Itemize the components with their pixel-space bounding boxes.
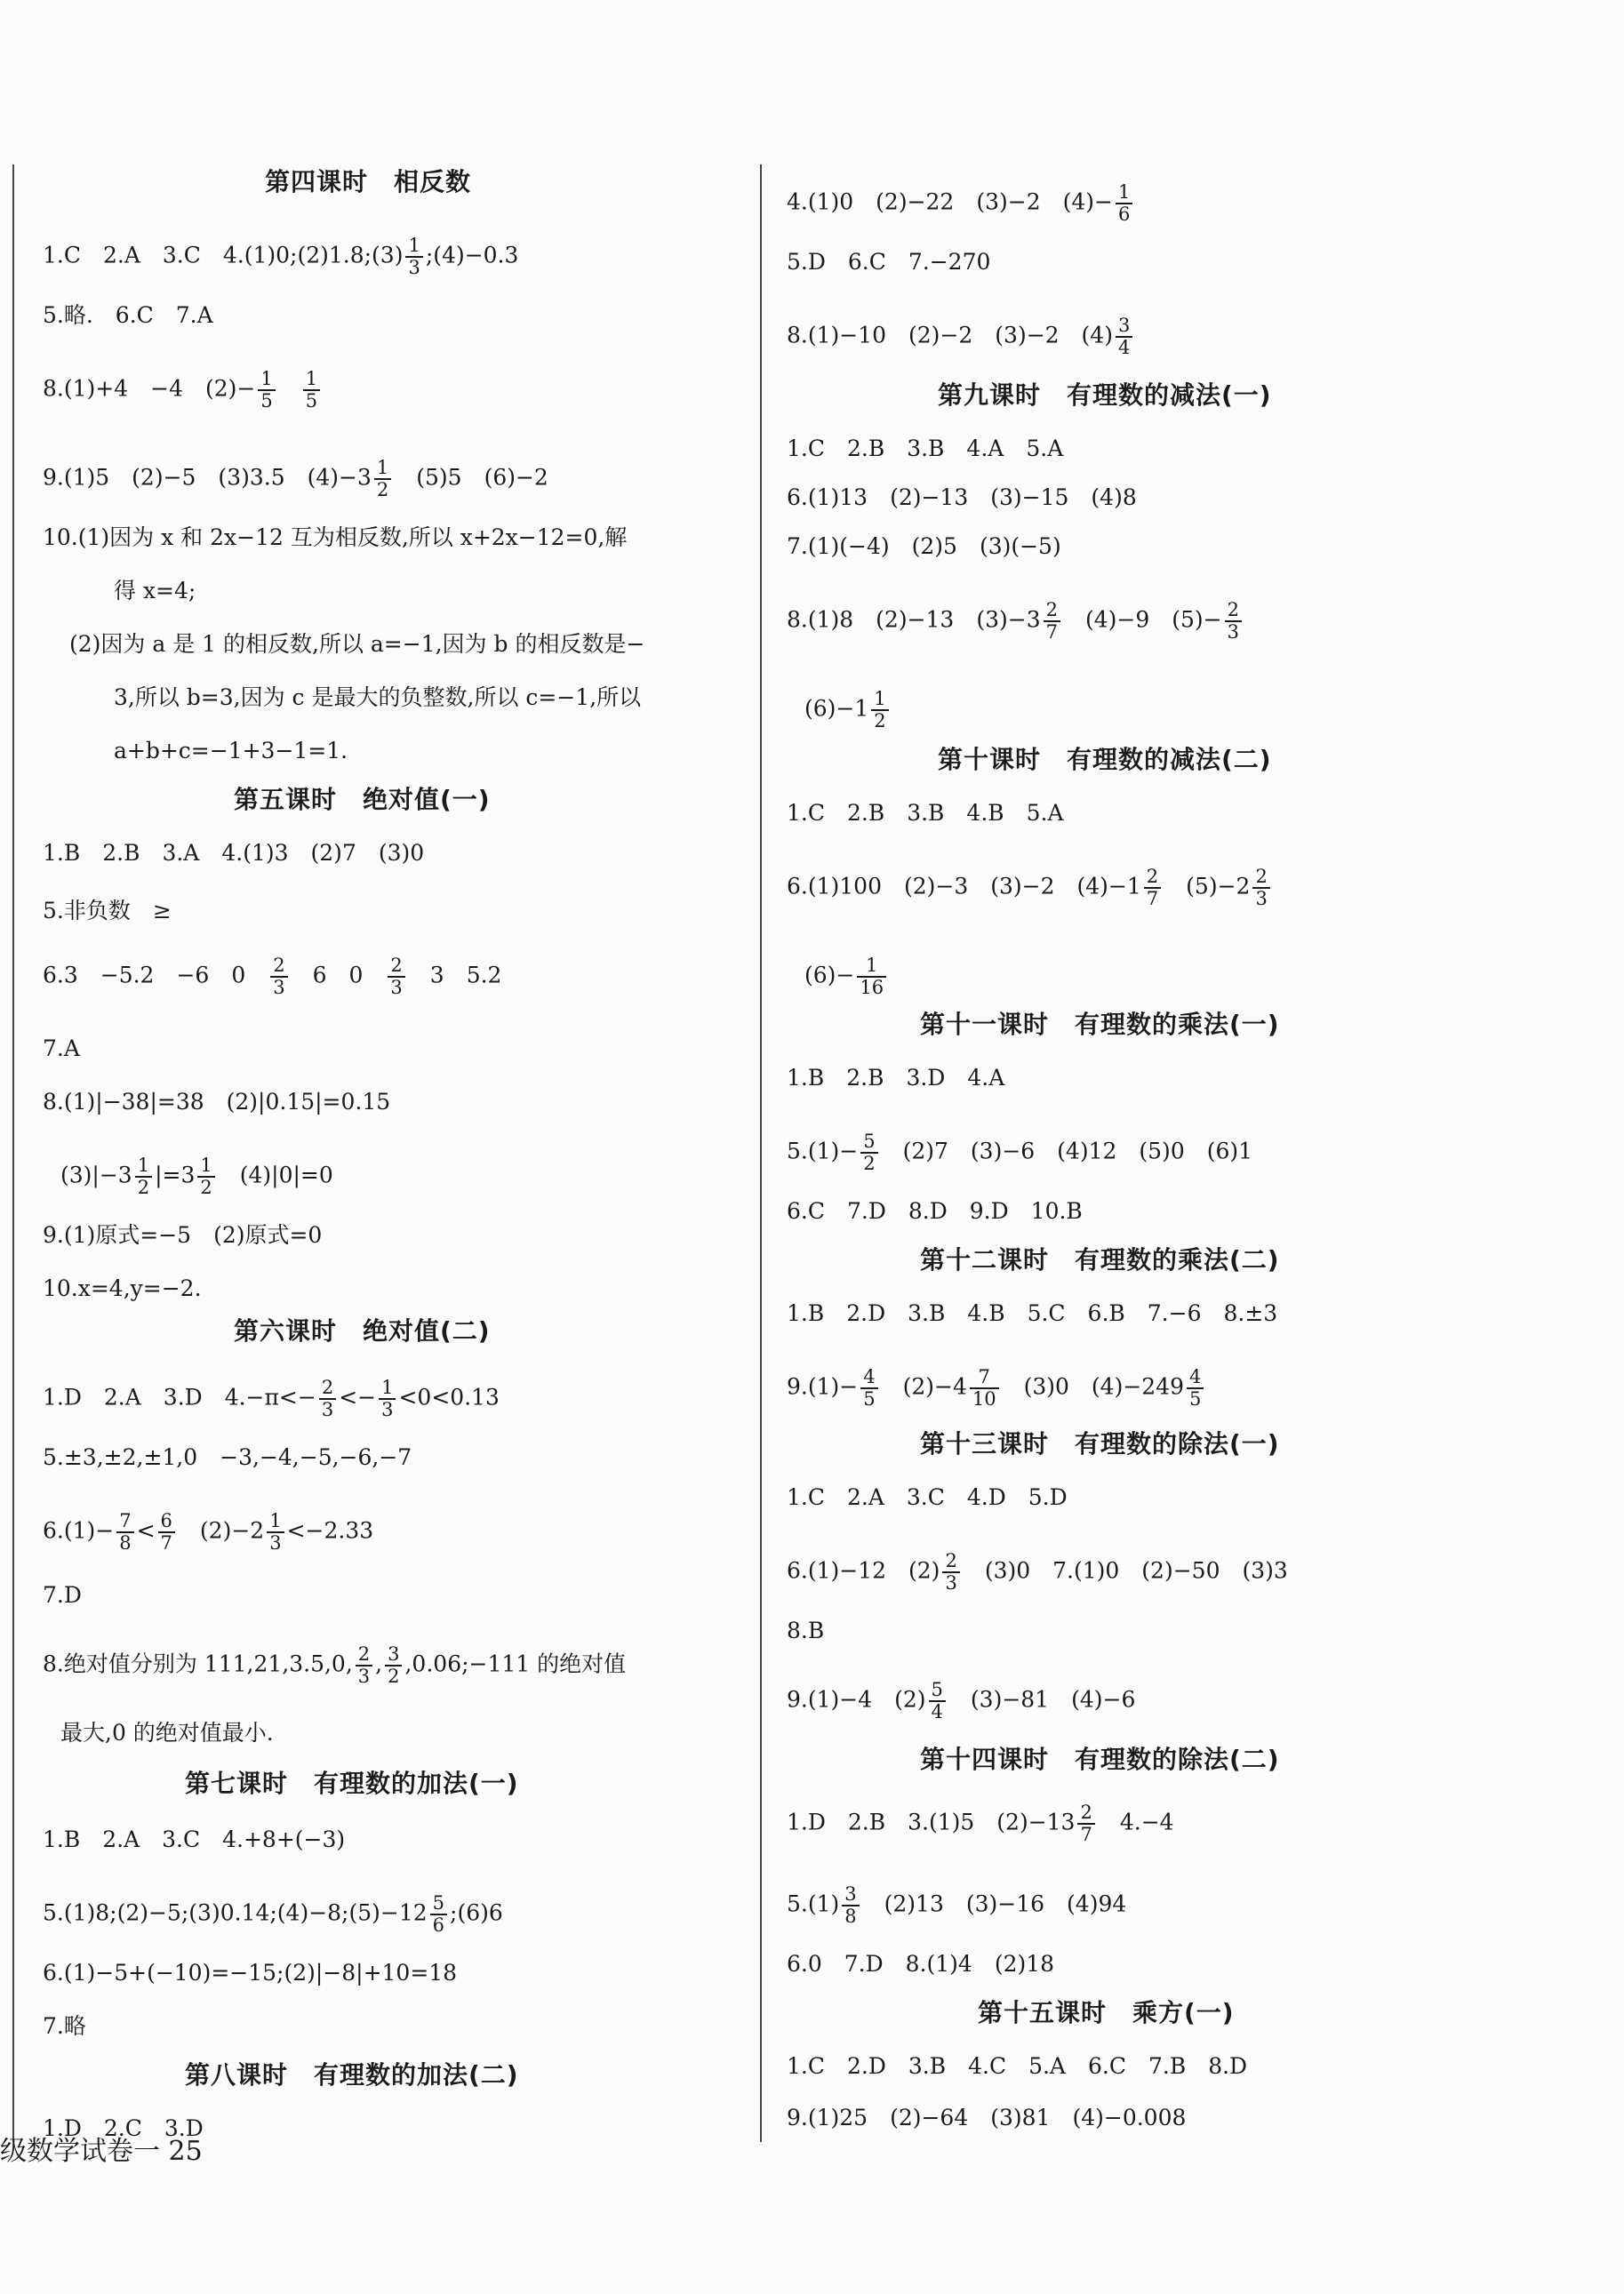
fraction-denominator: 2 [197,1176,214,1198]
answer-text: 8.(1)8 (2)−13 (3)−3 [787,606,1041,633]
answer-text: 第八课时 有理数的加法(二) [185,2060,519,2090]
fraction-numerator: 2 [1255,866,1268,887]
answer-line [43,898,172,924]
answer-text: |=3 [155,1162,196,1188]
answer-text: 9.(1)原式=−5 (2)原式=0 [43,1222,323,1248]
fraction-numerator: 7 [119,1510,132,1531]
answer-text: 6.(1)−12 (2) [787,1557,940,1584]
answer-line [43,840,424,867]
fraction-denominator: 2 [860,1152,877,1174]
answer-line [43,302,213,329]
answer-text: 1.B 2.B 3.A 4.(1)3 (2)7 (3)0 [43,840,425,866]
answer-line [69,631,644,658]
answer-line [787,1367,1206,1410]
fraction-numerator: 3 [388,1643,400,1665]
answer-text: 5.略. 6.C 7.A [43,302,213,328]
fraction-numerator: 7 [978,1366,990,1387]
fraction-numerator: 2 [357,1643,371,1665]
fraction-numerator: 2 [1227,599,1239,620]
fraction [842,1884,859,1927]
answer-text: 9.(1)5 (2)−5 (3)3.5 (4)−3 [43,464,372,491]
answer-line [43,1275,202,1302]
answer-text: 7.D [43,1582,82,1608]
fraction-denominator: 3 [270,976,287,998]
fraction-denominator: 5 [303,389,320,412]
fraction [1252,867,1269,909]
answer-text: 第六课时 绝对值(二) [234,1316,491,1346]
fraction [970,1367,999,1410]
answer-text: 9.(1)25 (2)−64 (3)81 (4)−0.008 [787,2105,1187,2130]
section-heading [920,1746,1280,1773]
answer-text: 1.C 2.A 3.C 4.D 5.D [787,1484,1068,1510]
section-heading [978,2000,1235,2026]
fraction-denominator: 5 [258,389,275,412]
fraction [1225,600,1242,643]
answer-line [43,1035,80,1062]
answer-line [787,1618,824,1644]
answer-text: 1.C 2.B 3.B 4.B 5.A [787,800,1064,826]
section-heading [938,382,1272,409]
fraction-denominator: 3 [388,976,404,998]
fraction-numerator: 2 [1080,1802,1092,1823]
fraction [116,1511,133,1554]
answer-text: (4)−9 (5)− [1062,606,1222,633]
answer-line [114,738,348,764]
fraction-denominator: 2 [374,478,391,500]
left-margin-rule [12,164,14,2142]
answer-text: ;(6)6 [450,1899,503,1926]
fraction-numerator: 5 [931,1679,943,1700]
fraction [158,1511,175,1554]
fraction-numerator: 1 [376,457,389,478]
fraction [860,1131,877,1174]
fraction-denominator: 3 [379,1398,396,1420]
answer-text: (2)因为 a 是 1 的相反数,所以 a=−1,因为 b 的相反数是− [69,631,645,657]
fraction [1116,316,1132,358]
fraction-numerator: 1 [408,235,420,256]
answer-line [60,1155,333,1198]
fraction [430,1893,447,1936]
answer-line [787,1884,1126,1927]
fraction [258,369,275,412]
fraction-numerator: 2 [390,955,403,976]
fraction [1144,867,1161,909]
answer-line [43,2013,86,2040]
answer-line [787,1198,1083,1225]
answer-line [43,524,627,551]
fraction-numerator: 4 [1189,1366,1202,1387]
answer-text: a+b+c=−1+3−1=1. [114,738,348,763]
answer-line [43,458,548,500]
fraction [356,1644,372,1687]
fraction [929,1680,946,1722]
answer-text: 第十二课时 有理数的乘法(二) [920,1245,1280,1275]
answer-text: 第十一课时 有理数的乘法(一) [920,1010,1280,1039]
fraction-numerator: 5 [863,1131,876,1152]
answer-text: (5)5 (6)−2 [394,464,548,491]
answer-line [114,578,196,604]
answer-text: ,0.06;−111 的绝对值 [404,1651,627,1677]
answer-line [43,1444,412,1471]
answer-text: 1.C 2.D 3.B 4.C 5.A 6.C 7.B 8.D [787,2053,1248,2079]
answer-text: 8.B [787,1618,825,1643]
answer-text: <− [339,1384,377,1411]
answer-line [114,684,641,711]
answer-text: 第十课时 有理数的减法(二) [938,745,1272,774]
answer-line [804,689,892,731]
answer-text: 3,所以 b=3,因为 c 是最大的负整数,所以 c=−1,所以 [114,684,642,710]
answer-line [787,436,1063,462]
fraction [857,955,886,998]
fraction-denominator: 2 [871,709,888,731]
fraction [319,1378,336,1420]
answer-text: (4)|0|=0 [217,1162,333,1188]
fraction [267,1511,284,1554]
fraction-denominator: 3 [1252,887,1269,909]
answer-line [43,1511,373,1554]
answer-text: 7.略 [43,2013,86,2039]
fraction-numerator: 2 [1146,866,1159,887]
fraction-numerator: 3 [1117,315,1131,336]
answer-text: < [136,1517,156,1544]
answer-line [787,249,990,276]
answer-line [787,1551,1288,1594]
answer-line [43,955,501,998]
fraction-denominator: 7 [1044,620,1060,643]
fraction-numerator: 4 [863,1366,876,1387]
answer-text: 6.(1)100 (2)−3 (3)−2 (4)−1 [787,873,1141,899]
answer-text: 1.D 2.B 3.(1)5 (2)−13 [787,1809,1076,1835]
answer-line [43,1582,82,1609]
answer-text: 1.D 2.C 3.D [43,2115,204,2141]
answer-text: (2)−2 [177,1517,265,1544]
fraction-denominator: 3 [405,256,422,278]
answer-text: (3)−81 (4)−6 [948,1686,1136,1713]
answer-line [787,2105,1186,2131]
answer-text: 第七课时 有理数的加法(一) [185,1769,519,1798]
fraction-numerator: 1 [137,1155,150,1176]
fraction [374,458,391,500]
fraction-denominator: 10 [970,1387,999,1410]
fraction-numerator: 1 [866,955,878,976]
answer-line [787,484,1137,511]
fraction-numerator: 1 [1117,181,1131,203]
fraction-denominator: 2 [385,1665,402,1687]
answer-line [43,1089,390,1115]
answer-line [787,1300,1277,1327]
fraction-denominator: 6 [430,1914,447,1936]
answer-text: 第十四课时 有理数的除法(二) [920,1745,1280,1774]
answer-text: 6.0 7.D 8.(1)4 (2)18 [787,1951,1055,1977]
answer-text: (3)|−3 [60,1162,132,1188]
fraction [405,236,422,278]
fraction-denominator: 3 [356,1665,372,1687]
fraction-numerator: 6 [160,1510,172,1531]
fraction-numerator: 2 [945,1550,957,1571]
answer-text: 8.(1)−10 (2)−2 (3)−2 (4) [787,322,1113,348]
section-heading [185,1770,519,1797]
answer-text: 5.±3,±2,±1,0 −3,−4,−5,−6,−7 [43,1444,412,1470]
answer-line [787,800,1064,827]
column-divider [760,164,762,2142]
fraction-denominator: 5 [1187,1387,1204,1410]
answer-text: (2)13 (3)−16 (4)94 [861,1890,1127,1917]
fraction-denominator: 4 [929,1700,946,1722]
answer-text [278,376,300,402]
answer-text: 10.(1)因为 x 和 2x−12 互为相反数,所以 x+2x−12=0,解 [43,524,628,550]
answer-text: 1.C 2.A 3.C 4.(1)0;(2)1.8;(3) [43,242,404,268]
answer-line [787,182,1135,225]
answer-line [43,1222,322,1249]
answer-line [60,1720,274,1746]
fraction-numerator: 1 [874,688,886,709]
answer-line [787,316,1135,358]
answer-text: 5.D 6.C 7.−270 [787,249,991,275]
fraction-denominator: 4 [1116,336,1132,358]
answer-text: 5.非负数 ≥ [43,898,172,923]
answer-line [787,1484,1068,1511]
page-footer: 级数学试卷一 25 [0,2136,203,2167]
answer-line [787,533,1061,560]
answer-line [43,1644,626,1687]
fraction [871,689,888,731]
answer-line [43,1960,457,1986]
section-heading [920,1011,1280,1038]
answer-text: (2)−4 [880,1373,967,1400]
section-heading [920,1431,1280,1458]
answer-text: 5.(1) [787,1890,840,1917]
answer-text: 9.(1)−4 (2) [787,1686,926,1713]
fraction-numerator: 5 [432,1892,445,1914]
fraction-numerator: 1 [305,368,318,389]
answer-text: 8.(1)+4 −4 (2)− [43,375,256,402]
answer-text: 6.C 7.D 8.D 9.D 10.B [787,1198,1083,1224]
answer-text: 第十三课时 有理数的除法(一) [920,1429,1280,1459]
section-heading [938,747,1272,773]
fraction-denominator: 16 [857,976,886,998]
fraction [379,1378,396,1420]
answer-text: 第九课时 有理数的减法(一) [938,380,1272,410]
fraction-numerator: 3 [844,1883,857,1905]
answer-text: 10.x=4,y=−2. [43,1275,202,1301]
answer-text: 1.B 2.B 3.D 4.A [787,1065,1005,1091]
fraction [385,1644,402,1687]
fraction [303,369,320,412]
section-heading [234,787,491,813]
answer-text: 5.(1)− [787,1138,859,1164]
section-heading [265,169,471,196]
fraction-denominator: 2 [135,1176,152,1198]
fraction-numerator: 1 [260,368,273,389]
answer-text: 第五课时 绝对值(一) [234,785,491,814]
answer-text: (6)− [804,962,855,988]
answer-text: <−2.33 [286,1517,374,1544]
answer-line [43,369,323,412]
answer-line [787,2053,1247,2080]
fraction-denominator: 3 [267,1531,284,1554]
fraction-numerator: 1 [381,1377,394,1398]
answer-line [787,1131,1252,1174]
fraction-denominator: 7 [1144,887,1161,909]
answer-text: (6)−1 [804,695,869,722]
fraction-denominator: 7 [158,1531,175,1554]
answer-line [43,1378,500,1420]
answer-text: 4.−4 [1097,1809,1174,1835]
answer-text: 8.(1)|−38|=38 (2)|0.15|=0.15 [43,1089,391,1115]
answer-text: 1.B 2.D 3.B 4.B 5.C 6.B 7.−6 8.±3 [787,1300,1278,1326]
fraction [860,1367,877,1410]
fraction-denominator: 3 [1225,620,1242,643]
fraction-numerator: 2 [321,1377,334,1398]
fraction [1077,1802,1094,1845]
answer-text: 第十五课时 乘方(一) [978,1998,1235,2027]
answer-line [804,955,889,998]
answer-text: 6.3 −5.2 −6 0 [43,962,268,988]
answer-text: 6.(1)13 (2)−13 (3)−15 (4)8 [787,484,1137,510]
fraction-numerator: 2 [273,955,285,976]
answer-line [43,1893,503,1936]
fraction-denominator: 8 [116,1531,133,1554]
answer-text: , [375,1651,383,1677]
answer-line [787,1802,1174,1845]
answer-text: ;(4)−0.3 [425,242,519,268]
answer-text: (3)0 (4)−249 [1001,1373,1185,1400]
fraction-denominator: 5 [860,1387,877,1410]
fraction [388,955,404,998]
section-heading [234,1318,491,1345]
answer-line [787,867,1273,909]
answer-line [787,1065,1004,1091]
answer-text: 5.(1)8;(2)−5;(3)0.14;(4)−8;(5)−12 [43,1899,428,1926]
fraction [942,1551,959,1594]
answer-text: 7.A [43,1035,80,1061]
fraction-denominator: 7 [1077,1823,1094,1845]
answer-text: 3 5.2 [407,962,502,988]
answer-line [787,600,1244,643]
fraction-denominator: 3 [942,1571,959,1594]
answer-text: 最大,0 的绝对值最小. [60,1720,274,1746]
fraction [1116,182,1132,225]
answer-text: 4.(1)0 (2)−22 (3)−2 (4)− [787,188,1113,215]
fraction-denominator: 3 [319,1398,336,1420]
answer-text: 第四课时 相反数 [265,167,472,196]
fraction-numerator: 1 [200,1155,212,1176]
answer-text: 6.(1)− [43,1517,115,1544]
fraction-denominator: 8 [842,1905,859,1927]
fraction [1187,1367,1204,1410]
answer-text: 7.(1)(−4) (2)5 (3)(−5) [787,533,1061,559]
answer-text: <0<0.13 [398,1384,500,1411]
answer-text: 8.绝对值分别为 111,21,3.5,0, [43,1651,353,1677]
answer-text: 1.C 2.B 3.B 4.A 5.A [787,436,1064,461]
section-heading [920,1247,1280,1274]
answer-text: 得 x=4; [114,578,196,603]
answer-text: 1.D 2.A 3.D 4.−π<− [43,1384,316,1411]
answer-line [43,236,518,278]
answer-text: 6 0 [290,962,386,988]
fraction [135,1155,152,1198]
section-heading [185,2062,519,2089]
fraction-numerator: 2 [1045,599,1058,620]
fraction-numerator: 1 [269,1510,282,1531]
fraction [197,1155,214,1198]
answer-line [787,1680,1135,1722]
answer-text: (2)7 (3)−6 (4)12 (5)0 (6)1 [880,1138,1253,1164]
fraction [270,955,287,998]
answer-text: (3)0 7.(1)0 (2)−50 (3)3 [962,1557,1288,1584]
fraction [1044,600,1060,643]
answer-line [43,1826,345,1853]
answer-line [787,1951,1054,1978]
answer-text: 9.(1)− [787,1373,859,1400]
answer-text: (5)−2 [1164,873,1251,899]
fraction-denominator: 6 [1116,203,1132,225]
answer-text: 6.(1)−5+(−10)=−15;(2)|−8|+10=18 [43,1960,458,1986]
answer-text: 1.B 2.A 3.C 4.+8+(−3) [43,1826,346,1852]
